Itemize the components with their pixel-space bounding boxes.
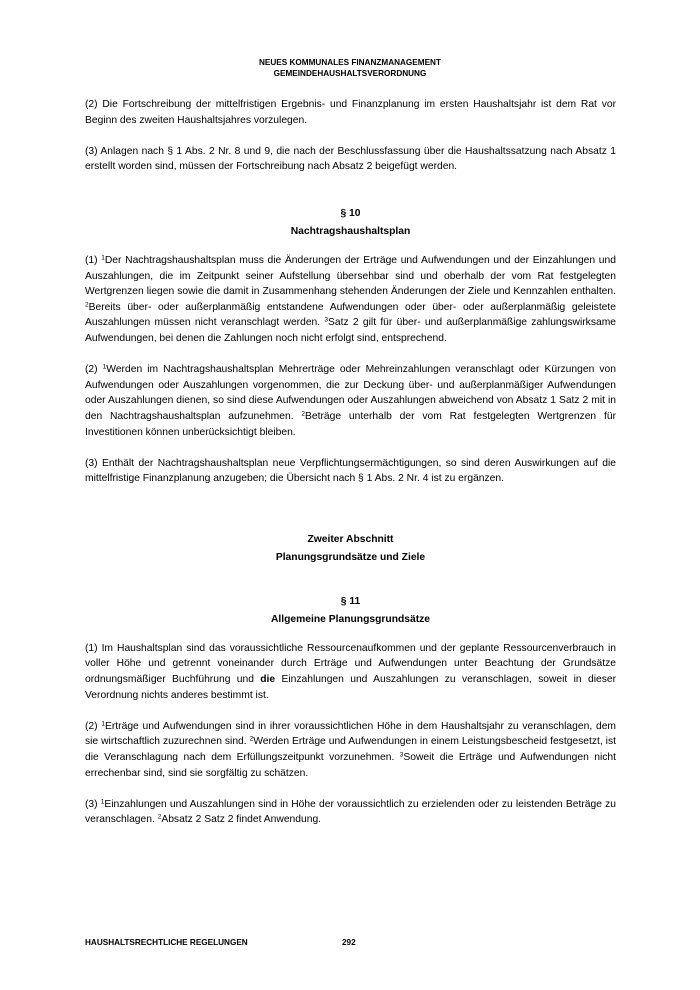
sentence-text: Erträge und Aufwendungen sind in ihrer voraussichtlichen Höhe in dem Haushaltsjahr zu veranschlagen, dem sie wirtschaftlich zuzurechnen sind. [85,720,617,748]
sentence-text: Bereits über- oder außerplanmäßig entstandene Aufwendungen oder über- oder außerplanmäßig geleistete Auszahlungen müssen nicht veranschlagt werden. [85,301,616,329]
section-11-title: Allgemeine Planungsgrundsätze [270,613,431,625]
sentence-number: 2 [249,735,254,743]
sentence-number: 1 [101,720,105,728]
sentence-text: Satz 2 gilt für über- und außerplanmäßige zahlungswirksame Aufwendungen, bei denen die Zahlungen noch nicht erfolgt sind, entsprechend. [85,317,616,344]
section-10-paragraph-3: (3) Enthält der Nachtragshaushaltsplan neue Verpflichtungsermächtigungen, so sind deren Auswirkungen auf die mittelfristige Finanzplanung anzugeben; die Übersicht nach § 1 Abs. 2 Nr. 4 ist zu ergänzen. [85,457,616,485]
page-header [0,57,700,79]
paragraph-number: (2) [85,720,102,732]
section-10-paragraph-1 [85,253,616,347]
section-2-heading [85,531,616,567]
paragraph-number: (1) [85,254,102,266]
section-10-number: § 10 [340,207,361,219]
section-11-paragraph-3 [85,797,616,828]
footer-title: HAUSHALTSRECHTLICHE REGELUNGEN [85,938,248,947]
sentence-number: 3 [399,751,404,759]
section-10-heading [85,205,616,241]
section-2-subtitle: Planungsgrundsätze und Ziele [275,551,426,563]
section-2-title: Zweiter Abschnitt [307,533,394,545]
section-11-paragraph-2 [85,719,616,781]
section-11-heading [85,593,616,629]
sentence-number: 2 [157,813,162,821]
sentence-number: 1 [101,254,105,262]
sentence-text: Werden im Nachtragshaushaltsplan Mehrerträge oder Mehreinzahlungen veranschlagt oder Kürzungen von Aufwendungen oder Auszahlungen vorgenommen, die zur Deckung über- und außerplanmäßiger Aufwendungen oder Auszahlungen dienen, so sind diese Aufwendungen oder Auszahlungen abweichend von Absatz 1 Satz 2 mit in den Nachtragshaushaltsplan aufzunehmen. [85,364,616,422]
sentence-text: Einzahlungen und Auszahlungen sind in Höhe der voraussichtlich zu erzielenden oder zu leistenden Beträge zu veranschlagen. [85,798,616,826]
sentence-text: Werden Erträge und Aufwendungen in einem Leistungsbescheid festgesetzt, ist die Veranschlagung nach dem Erfüllungszeitpunkt vorzunehmen. [85,736,616,764]
document-body [85,97,616,828]
section-10-paragraph-2 [85,362,616,440]
sentence-number: 3 [324,316,329,324]
sentence-text: Einzahlungen und Auszahlungen zu veranschlagen, soweit in dieser Verordnung nichts anderes bestimmt ist. [85,674,617,701]
section-11-paragraph-1 [85,641,616,703]
sentence-text: Soweit die Erträge und Aufwendungen nicht errechenbar sind, sind sie sorgfältig zu schätzen. [85,752,616,779]
paragraph-intro-2: (2) Die Fortschreibung der mittelfristigen Ergebnis- und Finanzplanung im ersten Haushaltsjahr ist dem Rat vor Beginn des zweiten Haushaltsjahres vorzulegen. [85,99,616,126]
page-number: 292 [342,938,356,947]
sentence-number: 2 [301,410,306,418]
sentence-number: 1 [102,363,107,371]
paragraph-number: (2) [85,364,103,376]
sentence-number: 2 [85,301,89,309]
paragraph-intro-3: (3) Anlagen nach § 1 Abs. 2 Nr. 8 und 9, die nach der Beschlussfassung über die Haushaltssatzung nach Absatz 1 erstellt worden sind, müssen der Fortschreibung nach Absatz 2 beigefügt werden. [85,145,616,173]
header-line-2: GEMEINDEHAUSHALTSVERORDNUNG [273,69,427,78]
sentence-number: 1 [100,798,105,806]
bold-word: die [260,674,276,686]
sentence-text: (1) Im Haushaltsplan sind das voraussichtliche Ressourcenaufkommen und der geplante Ressourcenverbrauch in voller Höhe und getrennt voneinander durch Erträge und Aufwendungen unter Beachtung der Grundsätze ordnungsmäßiger Buchführung und [85,642,616,686]
paragraph-number: (3) [85,798,101,810]
sentence-text: Absatz 2 Satz 2 findet Anwendung. [161,814,322,826]
section-11-number: § 11 [340,595,361,607]
section-10-title: Nachtragshaushaltsplan [290,225,411,237]
header-line-1: NEUES KOMMUNALES FINANZMANAGEMENT [259,58,441,67]
sentence-text: Der Nachtragshaushaltsplan muss die Änderungen der Erträge und Aufwendungen und der Einzahlungen und Auszahlungen, die im Zeitpunkt seiner Aufstellung übersehbar sind und oberhalb der vom Rat festgelegten Wertgrenzen liegen sowie die damit in Zusammenhang stehenden Änderungen der Ziele und Kennzahlen enthalten. [85,254,616,298]
sentence-text: Beträge unterhalb der vom Rat festgelegten Wertgrenzen für Investitionen können unberücksichtigt bleiben. [85,410,616,438]
